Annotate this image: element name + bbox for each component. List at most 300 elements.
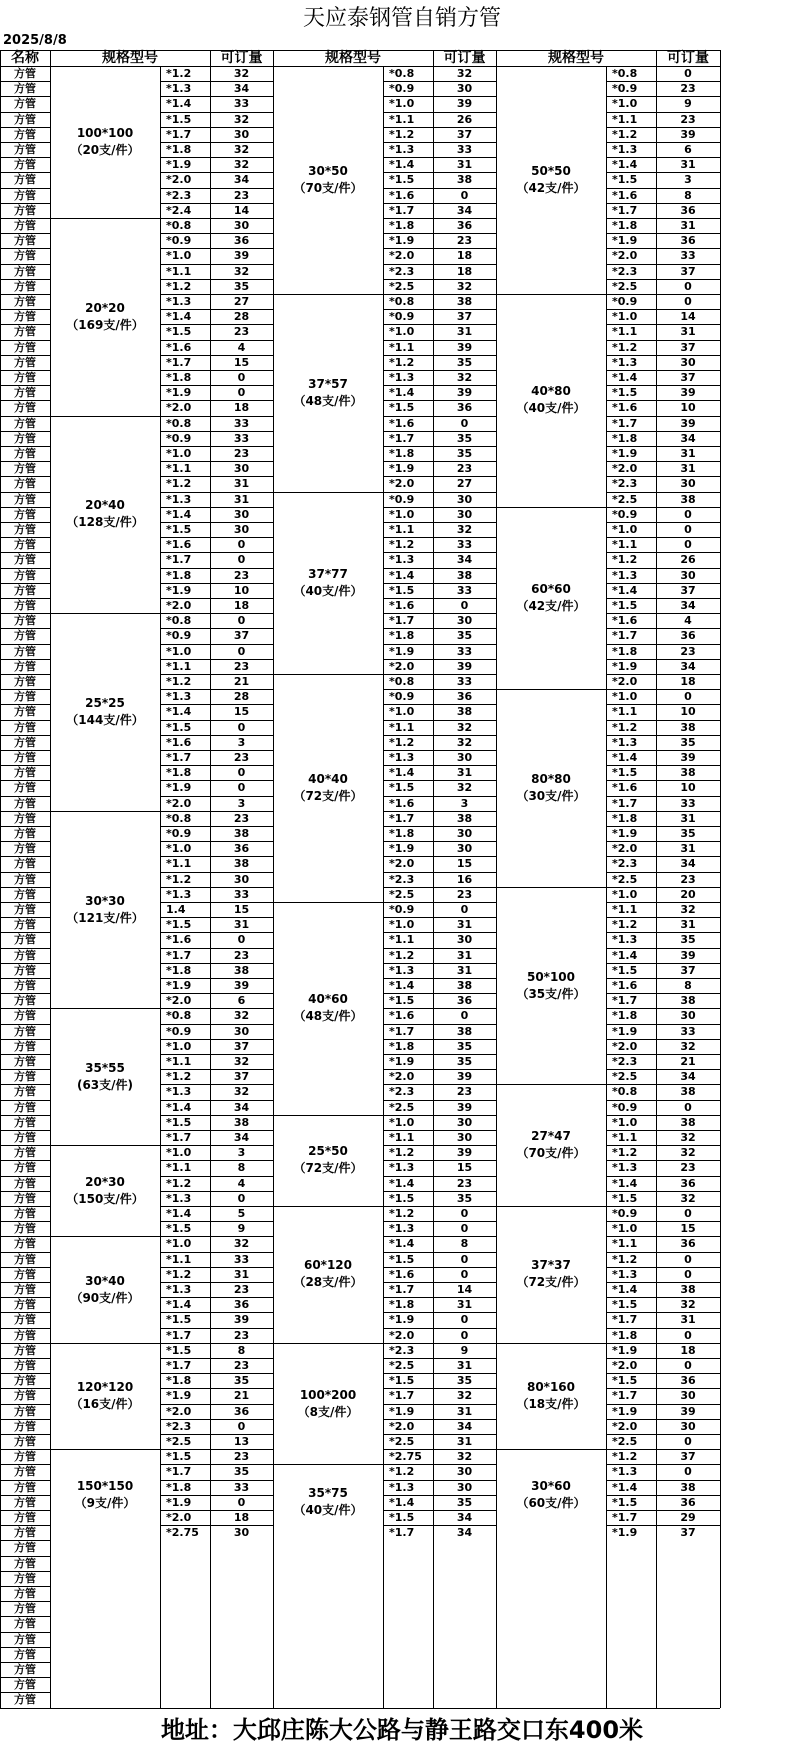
thickness-cell: *2.0 (612, 1359, 638, 1373)
row-name-label: 方管 (14, 1207, 36, 1221)
row-divider (273, 492, 383, 493)
row-divider (0, 476, 50, 477)
quantity-cell: 33 (680, 796, 696, 810)
row-divider (606, 1267, 720, 1268)
quantity-cell: 4 (684, 614, 692, 628)
thickness-cell: *1.7 (612, 994, 638, 1008)
row-name-label: 方管 (14, 1541, 36, 1555)
column-divider (720, 50, 721, 1708)
spec-size: 37*57 (308, 376, 348, 391)
row-divider (0, 583, 50, 584)
quantity-cell: 10 (680, 401, 696, 415)
quantity-cell: 0 (684, 507, 692, 521)
row-name-label: 方管 (14, 112, 36, 126)
row-divider (606, 780, 720, 781)
row-divider (606, 431, 720, 432)
thickness-cell: *0.9 (612, 82, 638, 96)
row-divider (160, 765, 273, 766)
thickness-cell: *1.4 (166, 1207, 192, 1221)
row-name-label: 方管 (14, 188, 36, 202)
row-name-label: 方管 (14, 1222, 36, 1236)
quantity-cell: 36 (680, 1374, 696, 1388)
row-divider (0, 1100, 50, 1101)
spec-pack: （40支/件） (293, 583, 363, 598)
thickness-cell: *1.4 (389, 1237, 415, 1251)
row-divider (606, 917, 720, 918)
quantity-cell: 8 (684, 188, 692, 202)
thickness-cell: *0.9 (612, 507, 638, 521)
row-divider (606, 385, 720, 386)
row-name-label: 方管 (14, 872, 36, 886)
quantity-cell: 18 (456, 264, 473, 278)
quantity-cell: 31 (456, 325, 473, 339)
row-name-label: 方管 (14, 583, 36, 597)
thickness-cell: *1.8 (389, 219, 415, 233)
row-divider (606, 416, 720, 417)
row-divider (606, 1388, 720, 1389)
row-divider (0, 1404, 50, 1405)
thickness-cell: *1.5 (612, 1191, 638, 1205)
row-divider (606, 537, 720, 538)
quantity-cell: 39 (233, 979, 250, 993)
quantity-cell: 31 (456, 158, 473, 172)
quantity-cell: 32 (456, 67, 473, 81)
quantity-cell: 23 (456, 462, 473, 476)
spec-size: 50*100 (526, 969, 576, 984)
row-name-label: 方管 (14, 1283, 36, 1297)
quantity-cell: 15 (680, 1222, 696, 1236)
row-divider (0, 1632, 50, 1633)
row-divider (606, 735, 720, 736)
thickness-cell: *1.8 (166, 963, 192, 977)
thickness-cell: *0.8 (166, 219, 192, 233)
thickness-cell: *1.2 (612, 1450, 638, 1464)
spec-size-block (50, 811, 160, 1009)
row-divider (383, 750, 496, 751)
row-name-label: 方管 (14, 355, 36, 369)
row-divider (160, 856, 273, 857)
thickness-cell: *1.5 (166, 112, 192, 126)
row-divider (383, 1373, 496, 1374)
thickness-cell: *1.7 (389, 203, 415, 217)
row-divider (606, 264, 720, 265)
row-divider (160, 1388, 273, 1389)
row-divider (160, 1358, 273, 1359)
row-name-label: 方管 (14, 1419, 36, 1433)
quantity-cell: 23 (456, 234, 473, 248)
row-divider (606, 704, 720, 705)
row-name-label: 方管 (14, 1252, 36, 1266)
row-divider (160, 1525, 273, 1526)
row-name-label: 方管 (14, 1617, 36, 1631)
spec-size: 100*200 (299, 1387, 357, 1402)
thickness-cell: *1.4 (612, 1480, 638, 1494)
row-divider (160, 978, 273, 979)
thickness-cell: *1.7 (166, 1328, 192, 1342)
thickness-cell: *1.4 (166, 97, 192, 111)
quantity-cell: 34 (680, 659, 696, 673)
row-divider (606, 689, 720, 690)
thickness-cell: *1.6 (389, 599, 415, 613)
row-divider (606, 233, 720, 234)
thickness-cell: *1.5 (389, 1511, 415, 1525)
row-divider (383, 978, 496, 979)
thickness-cell: *0.9 (389, 690, 415, 704)
thickness-cell: *1.0 (389, 97, 415, 111)
quantity-cell: 30 (456, 82, 473, 96)
row-name-label: 方管 (14, 766, 36, 780)
row-divider (160, 735, 273, 736)
spec-pack: （150支/件） (66, 1191, 144, 1206)
thickness-cell: *1.1 (612, 1131, 638, 1145)
thickness-cell: *1.4 (389, 158, 415, 172)
row-divider (383, 492, 496, 493)
spec-size: 20*40 (85, 498, 125, 513)
row-divider (0, 1297, 50, 1298)
row-divider (606, 1160, 720, 1161)
thickness-cell: *1.8 (389, 1298, 415, 1312)
header-qty: 可订量 (443, 49, 486, 66)
row-name-label: 方管 (14, 1526, 36, 1540)
thickness-cell: *2.3 (612, 1055, 638, 1069)
row-divider (0, 112, 50, 113)
quantity-cell: 38 (233, 1115, 250, 1129)
row-divider (0, 644, 50, 645)
row-divider (606, 1525, 720, 1526)
quantity-cell: 38 (680, 1283, 696, 1297)
row-divider (0, 340, 50, 341)
thickness-cell: *2.0 (612, 462, 638, 476)
quantity-cell: 34 (456, 1526, 473, 1540)
thickness-cell: *1.5 (389, 1191, 415, 1205)
row-divider (50, 1236, 160, 1237)
quantity-cell: 18 (233, 599, 250, 613)
row-name-label: 方管 (14, 781, 36, 795)
row-divider (0, 1267, 50, 1268)
row-divider (160, 568, 273, 569)
spec-pack: （20支/件） (70, 143, 140, 157)
thickness-cell: *1.8 (389, 1039, 415, 1053)
row-divider (160, 96, 273, 97)
row-divider (160, 993, 273, 994)
thickness-cell: *2.5 (389, 1100, 415, 1114)
quantity-cell: 15 (456, 1161, 473, 1175)
quantity-cell: 39 (456, 386, 473, 400)
thickness-cell: *1.1 (166, 462, 192, 476)
quantity-cell: 30 (233, 523, 250, 537)
row-divider (160, 1008, 273, 1009)
thickness-cell: *1.3 (166, 1085, 192, 1099)
row-divider (383, 1145, 496, 1146)
row-name-label: 方管 (14, 1055, 36, 1069)
row-name-label: 方管 (14, 143, 36, 157)
quantity-cell: 8 (684, 979, 692, 993)
row-divider (383, 872, 496, 873)
row-divider (383, 1404, 496, 1405)
thickness-cell: *2.0 (389, 477, 415, 491)
thickness-cell: *1.7 (389, 811, 415, 825)
thickness-cell: *1.5 (166, 720, 192, 734)
quantity-cell: 18 (456, 249, 473, 263)
row-divider (160, 522, 273, 523)
row-divider (0, 1176, 50, 1177)
row-name-label: 方管 (14, 401, 36, 415)
row-divider (383, 1525, 496, 1526)
row-divider (273, 294, 383, 295)
quantity-cell: 0 (684, 523, 692, 537)
row-name-label: 方管 (14, 1328, 36, 1342)
quantity-cell: 30 (233, 507, 250, 521)
quantity-cell: 36 (456, 401, 473, 415)
spec-pack: （128支/件） (66, 515, 144, 530)
thickness-cell: *1.9 (389, 234, 415, 248)
row-divider (273, 902, 383, 903)
thickness-cell: *1.7 (612, 796, 638, 810)
row-divider (383, 598, 496, 599)
thickness-cell: 1.4 (166, 903, 186, 917)
quantity-cell: 0 (237, 1419, 246, 1433)
thickness-cell: *1.4 (166, 705, 192, 719)
row-name-label: 方管 (14, 1176, 36, 1190)
row-divider (383, 461, 496, 462)
row-divider (160, 811, 273, 812)
quantity-cell: 38 (456, 295, 473, 309)
row-divider (0, 993, 50, 994)
thickness-cell: *1.5 (612, 963, 638, 977)
row-divider (606, 1297, 720, 1298)
row-divider (0, 613, 50, 614)
row-divider (160, 1267, 273, 1268)
row-divider (0, 1328, 50, 1329)
spec-size: 50*50 (531, 164, 571, 178)
row-divider (606, 1252, 720, 1253)
row-divider (0, 674, 50, 675)
quantity-cell: 31 (680, 462, 696, 476)
row-divider (160, 917, 273, 918)
quantity-cell: 32 (456, 781, 473, 795)
spec-size: 35*75 (308, 1486, 348, 1501)
row-divider (383, 1282, 496, 1283)
row-divider (606, 826, 720, 827)
thickness-cell: *2.0 (612, 1419, 638, 1433)
quantity-cell: 21 (680, 1055, 696, 1069)
quantity-cell: 32 (456, 523, 473, 537)
quantity-cell: 32 (233, 1237, 250, 1251)
thickness-cell: *1.3 (166, 492, 192, 506)
quantity-cell: 30 (456, 492, 473, 506)
thickness-cell: *1.7 (389, 1389, 415, 1403)
thickness-cell: *2.0 (166, 796, 192, 810)
quantity-cell: 33 (456, 583, 473, 597)
row-divider (0, 1464, 50, 1465)
row-divider (160, 674, 273, 675)
thickness-cell: *1.7 (389, 1283, 415, 1297)
quantity-cell: 35 (456, 629, 473, 643)
row-divider (606, 613, 720, 614)
row-name-label: 方管 (14, 1374, 36, 1388)
quantity-cell: 0 (237, 386, 246, 400)
row-name-label: 方管 (14, 249, 36, 263)
row-divider (160, 826, 273, 827)
row-divider (273, 1206, 383, 1207)
row-divider (160, 552, 273, 553)
row-divider (160, 887, 273, 888)
thickness-cell: *1.9 (612, 827, 638, 841)
row-divider (50, 613, 160, 614)
thickness-cell: *1.8 (612, 1328, 638, 1342)
quantity-cell: 37 (680, 264, 696, 278)
spec-pack: （169支/件） (66, 317, 144, 332)
quantity-cell: 26 (456, 112, 473, 126)
thickness-cell: *1.8 (612, 219, 638, 233)
row-divider (383, 264, 496, 265)
quantity-cell: 6 (684, 143, 692, 157)
quantity-cell: 10 (680, 705, 696, 719)
row-divider (0, 385, 50, 386)
quantity-cell: 38 (456, 173, 473, 187)
row-divider (0, 1601, 50, 1602)
spec-size: 80*80 (531, 771, 571, 786)
spec-pack: （42支/件） (516, 598, 586, 613)
row-name-label: 方管 (14, 538, 36, 552)
quantity-cell: 15 (233, 903, 250, 917)
quantity-cell: 33 (233, 887, 250, 901)
thickness-cell: *1.1 (612, 1237, 638, 1251)
thickness-cell: *1.6 (612, 401, 638, 415)
quantity-cell: 38 (680, 1480, 696, 1494)
quantity-cell: 0 (684, 1100, 692, 1114)
row-divider (0, 1540, 50, 1541)
quantity-cell: 39 (233, 249, 250, 263)
row-divider (160, 1130, 273, 1131)
spec-size-block (496, 689, 606, 887)
quantity-cell: 30 (233, 1024, 250, 1038)
thickness-cell: *2.5 (389, 1359, 415, 1373)
quantity-cell: 0 (460, 903, 469, 917)
quantity-cell: 30 (456, 1465, 473, 1479)
row-divider (160, 1236, 273, 1237)
row-name-label: 方管 (14, 675, 36, 689)
quantity-cell: 35 (233, 1465, 250, 1479)
row-name-label: 方管 (14, 97, 36, 111)
row-name-label: 方管 (14, 279, 36, 293)
thickness-cell: *1.8 (612, 431, 638, 445)
spec-size: 25*25 (85, 695, 125, 710)
row-divider (383, 1069, 496, 1070)
row-divider (383, 1388, 496, 1389)
quantity-cell: 0 (684, 538, 692, 552)
row-name-label: 方管 (14, 1298, 36, 1312)
row-divider (606, 370, 720, 371)
thickness-cell: *2.75 (166, 1526, 199, 1540)
quantity-cell: 34 (233, 1131, 250, 1145)
thickness-cell: *1.0 (612, 310, 638, 324)
thickness-cell: *1.3 (389, 751, 415, 765)
row-divider (0, 461, 50, 462)
thickness-cell: *1.1 (166, 659, 192, 673)
thickness-cell: *2.3 (389, 872, 415, 886)
quantity-cell: 3 (237, 1146, 246, 1160)
thickness-cell: *1.9 (612, 1404, 638, 1418)
row-divider (606, 1343, 720, 1344)
quantity-cell: 5 (237, 1207, 246, 1221)
spec-size: 40*80 (531, 384, 571, 399)
quantity-cell: 30 (456, 827, 473, 841)
row-name-label: 方管 (14, 477, 36, 491)
spec-size-block (50, 1449, 160, 1540)
row-divider (383, 172, 496, 173)
quantity-cell: 23 (233, 1359, 250, 1373)
row-divider (606, 1221, 720, 1222)
row-divider (160, 1100, 273, 1101)
quantity-cell: 31 (680, 1313, 696, 1327)
thickness-cell: *1.2 (166, 1070, 192, 1084)
quantity-cell: 0 (460, 416, 469, 430)
quantity-cell: 37 (680, 371, 696, 385)
quantity-cell: 23 (233, 811, 250, 825)
row-divider (606, 1480, 720, 1481)
quantity-cell: 20 (680, 887, 696, 901)
thickness-cell: *1.4 (389, 979, 415, 993)
thickness-cell: *1.2 (389, 127, 415, 141)
row-divider (0, 400, 50, 401)
row-divider (160, 112, 273, 113)
quantity-cell: 0 (460, 1207, 469, 1221)
row-divider (383, 1100, 496, 1101)
row-divider (160, 1404, 273, 1405)
row-divider (606, 1464, 720, 1465)
row-divider (0, 1008, 50, 1009)
thickness-cell: *0.8 (389, 295, 415, 309)
thickness-cell: *2.0 (612, 842, 638, 856)
row-divider (160, 507, 273, 508)
row-divider (606, 400, 720, 401)
row-divider (160, 1464, 273, 1465)
row-divider (160, 188, 273, 189)
quantity-cell: 23 (233, 447, 250, 461)
thickness-cell: *1.3 (612, 355, 638, 369)
quantity-cell: 31 (680, 158, 696, 172)
quantity-cell: 36 (233, 842, 250, 856)
row-divider (0, 841, 50, 842)
row-divider (0, 248, 50, 249)
row-divider (0, 1571, 50, 1572)
thickness-cell: *0.9 (166, 234, 192, 248)
row-name-label: 方管 (14, 1359, 36, 1373)
quantity-cell: 38 (456, 979, 473, 993)
quantity-cell: 30 (233, 1526, 250, 1540)
row-divider (273, 1343, 383, 1344)
thickness-cell: *1.1 (612, 903, 638, 917)
row-divider (160, 1160, 273, 1161)
row-divider (0, 887, 50, 888)
quantity-cell: 0 (684, 1435, 692, 1449)
thickness-cell: *2.0 (166, 994, 192, 1008)
quantity-cell: 8 (237, 1161, 246, 1175)
thickness-cell: *0.9 (389, 82, 415, 96)
row-divider (383, 416, 496, 417)
quantity-cell: 36 (680, 1237, 696, 1251)
thickness-cell: *0.8 (612, 67, 638, 81)
thickness-cell: *1.1 (166, 1055, 192, 1069)
row-name-label: 方管 (14, 1511, 36, 1525)
row-name-label: 方管 (14, 796, 36, 810)
thickness-cell: *1.2 (612, 918, 638, 932)
quantity-cell: 32 (680, 903, 696, 917)
spec-size: 25*50 (308, 1144, 348, 1159)
row-divider (606, 1039, 720, 1040)
row-divider (0, 978, 50, 979)
